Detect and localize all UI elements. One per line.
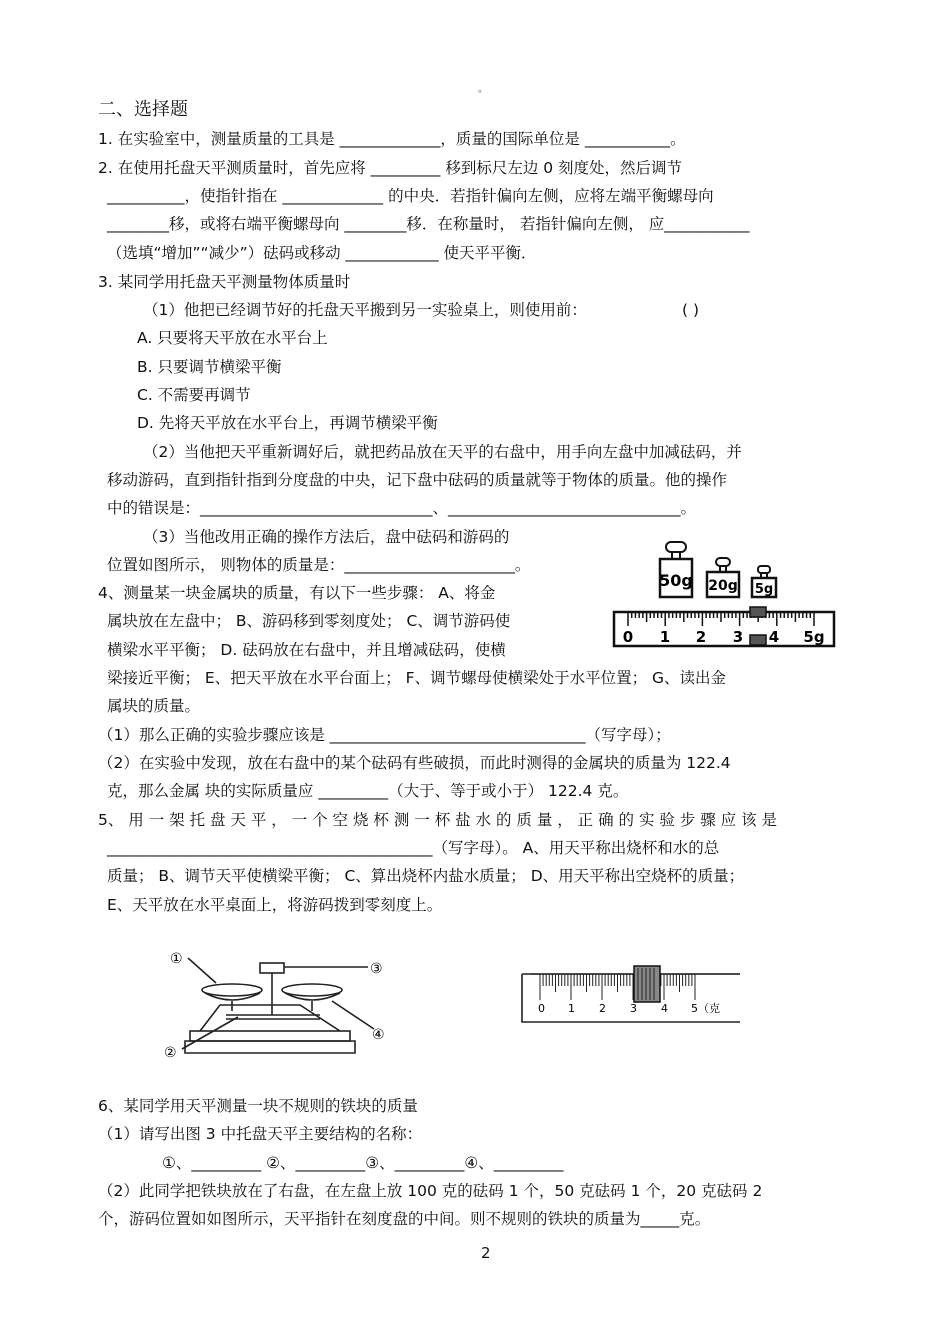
question-3-part-2-line-3: 中的错误是：______________________________、______________________________。 [107, 499, 697, 517]
ruler-label-1: 1 [568, 1002, 575, 1015]
section-title: 二、选择题 [98, 99, 188, 120]
question-3-part-3-line-2: 位置如图所示， 则物体的质量是：______________________。 [107, 556, 531, 574]
question-6-part-2-line-2: 个，游码位置如如图所示，天平指针在刻度盘的中间。则不规则的铁块的质量为_____克。 [98, 1210, 711, 1228]
question-3-part-3-line-1: （3）当他改用正确的操作方法后，盘中砝码和游码的 [143, 528, 510, 546]
beam-scale [614, 607, 834, 646]
tray-balance-figure [160, 945, 392, 1063]
answer-paren: ( ) [682, 301, 700, 319]
question-4-part-2-line-2: 克，那么金属 块的实际质量应 _________（大于、等于或小于） 122.4 克。 [107, 782, 629, 800]
option-d: D. 先将天平放在水平台上，再调节横梁平衡 [137, 414, 438, 432]
marker-1: ① [170, 951, 183, 967]
balance-base-top [190, 1031, 350, 1041]
question-5-line-1: 5、 用 一 架 托 盘 天 平 ， 一 个 空 烧 杯 测 一 杯 盐 水 的 质 量 ， 正 确 的 实 验 步 骤 应 该 是 [98, 811, 778, 829]
leader-1 [188, 958, 216, 983]
question-4-line-2: 属块放在左盘中； B、游码移到零刻度处； C、调节游码使 [107, 612, 511, 630]
question-5-line-3: 质量； B、调节天平使横梁平衡； C、算出烧杯内盐水质量； D、用天平称出空烧杯的质量； [107, 867, 745, 885]
question-4-part-1: （1）那么正确的实验步骤应该是 _________________________________（写字母）； [98, 726, 671, 744]
question-3-part-1: （1）他把已经调节好的托盘天平搬到另一实验桌上，则使用前： [143, 301, 587, 319]
weights-and-scale-figure [606, 536, 838, 648]
scale-label-0: 0 [622, 628, 634, 646]
ruler-label-5: 5（克 [691, 1002, 720, 1015]
option-b: B. 只要调节横梁平衡 [137, 358, 282, 376]
header-mark: 。 [478, 84, 488, 95]
marker-4: ④ [372, 1027, 385, 1043]
question-2-line-2: __________，使指针指在 _____________ 的中央．若指针偏向左侧，应将左端平衡螺母向 [107, 187, 714, 205]
marker-3: ③ [370, 961, 383, 977]
question-6: 6、某同学用天平测量一块不规则的铁块的质量 [98, 1097, 418, 1115]
question-1: 1. 在实验室中，测量质量的工具是 _____________，质量的国际单位是 ___________。 [98, 130, 686, 148]
marker-2: ② [164, 1045, 177, 1061]
question-5-line-4: E、天平放在水平桌面上，将游码拨到零刻度上。 [107, 896, 443, 914]
question-3-part-2-line-1: （2）当他把天平重新调好后，就把药品放在天平的右盘中，用手向左盘中加减砝码，并 [143, 443, 742, 461]
svg-text:5g: 5g [754, 582, 774, 597]
leader-4 [332, 1001, 374, 1029]
rider-ruler-figure [520, 962, 742, 1026]
scale-label-2: 2 [695, 628, 707, 646]
rider-top [750, 607, 766, 617]
question-4-line-1: 4、测量某一块金属块的质量，有以下一些步骤： A、将金 [98, 584, 496, 602]
scale-label-1: 1 [659, 628, 671, 646]
pointer-dial [260, 963, 284, 973]
svg-text:20g: 20g [708, 578, 738, 594]
scale-label-5: 5g [803, 628, 825, 646]
option-c: C. 不需要再调节 [137, 386, 251, 404]
question-2-line-4: （选填“增加”“减少”）砝码或移动 ____________ 使天平平衡． [107, 244, 537, 262]
question-4-line-4: 梁接近平衡； E、把天平放在水平台面上； F、调节螺母使横梁处于水平位置； G、读出金 [107, 669, 727, 687]
weight-20g [707, 558, 739, 597]
question-3: 3. 某同学用托盘天平测量物体质量时 [98, 273, 351, 291]
question-3-part-2-line-2: 移动游码，直到指针指到分度盘的中央，记下盘中砝码的质量就等于物体的质量。他的操作 [107, 471, 728, 489]
question-5-line-2: __________________________________________（写字母）。 A、用天平称出烧杯和水的总 [107, 839, 720, 857]
rider-bottom [750, 635, 766, 645]
weight-5g [752, 566, 776, 597]
question-2-line-1: 2. 在使用托盘天平测质量时，首先应将 _________ 移到标尺左边 0 刻度处，然后调节 [98, 159, 683, 177]
option-a: A. 只要将天平放在水平台上 [137, 329, 328, 347]
question-6-part-2-line-1: （2）此同学把铁块放在了右盘，在左盘上放 100 克的砝码 1 个，50 克砝码 1 个，20 克砝码 2 [98, 1182, 763, 1200]
question-4-line-5: 属块的质量。 [107, 697, 201, 715]
left-pan-rim [202, 984, 262, 996]
scale-label-3: 3 [732, 628, 744, 646]
question-4-line-3: 横梁水平平衡； D. 砝码放在右盘中，并且增减砝码，使横 [107, 641, 506, 659]
right-pan-rim [282, 984, 342, 996]
scale-label-4: 4 [768, 628, 780, 646]
ruler-label-4: 4 [661, 1002, 668, 1015]
question-4-part-2-line-1: （2）在实验中发现，放在右盘中的某个砝码有些破损，而此时测得的金属块的质量为 122.4 [98, 754, 731, 772]
weight-50g [659, 542, 693, 597]
svg-text:50g: 50g [659, 571, 693, 590]
question-6-part-1: （1）请写出图 3 中托盘天平主要结构的名称： [98, 1125, 423, 1143]
question-2-line-3: ________移，或将右端平衡螺母向 ________移．在称量时， 若指针偏向左侧， 应___________ [107, 215, 750, 233]
ruler-label-0: 0 [538, 1002, 545, 1015]
question-6-blanks: ①、_________ ②、_________③、_________④、_________ [162, 1154, 564, 1172]
page-number: 2 [481, 1244, 491, 1262]
ruler-label-2: 2 [599, 1002, 606, 1015]
ruler-label-3: 3 [630, 1002, 637, 1015]
balance-base [185, 1041, 355, 1053]
